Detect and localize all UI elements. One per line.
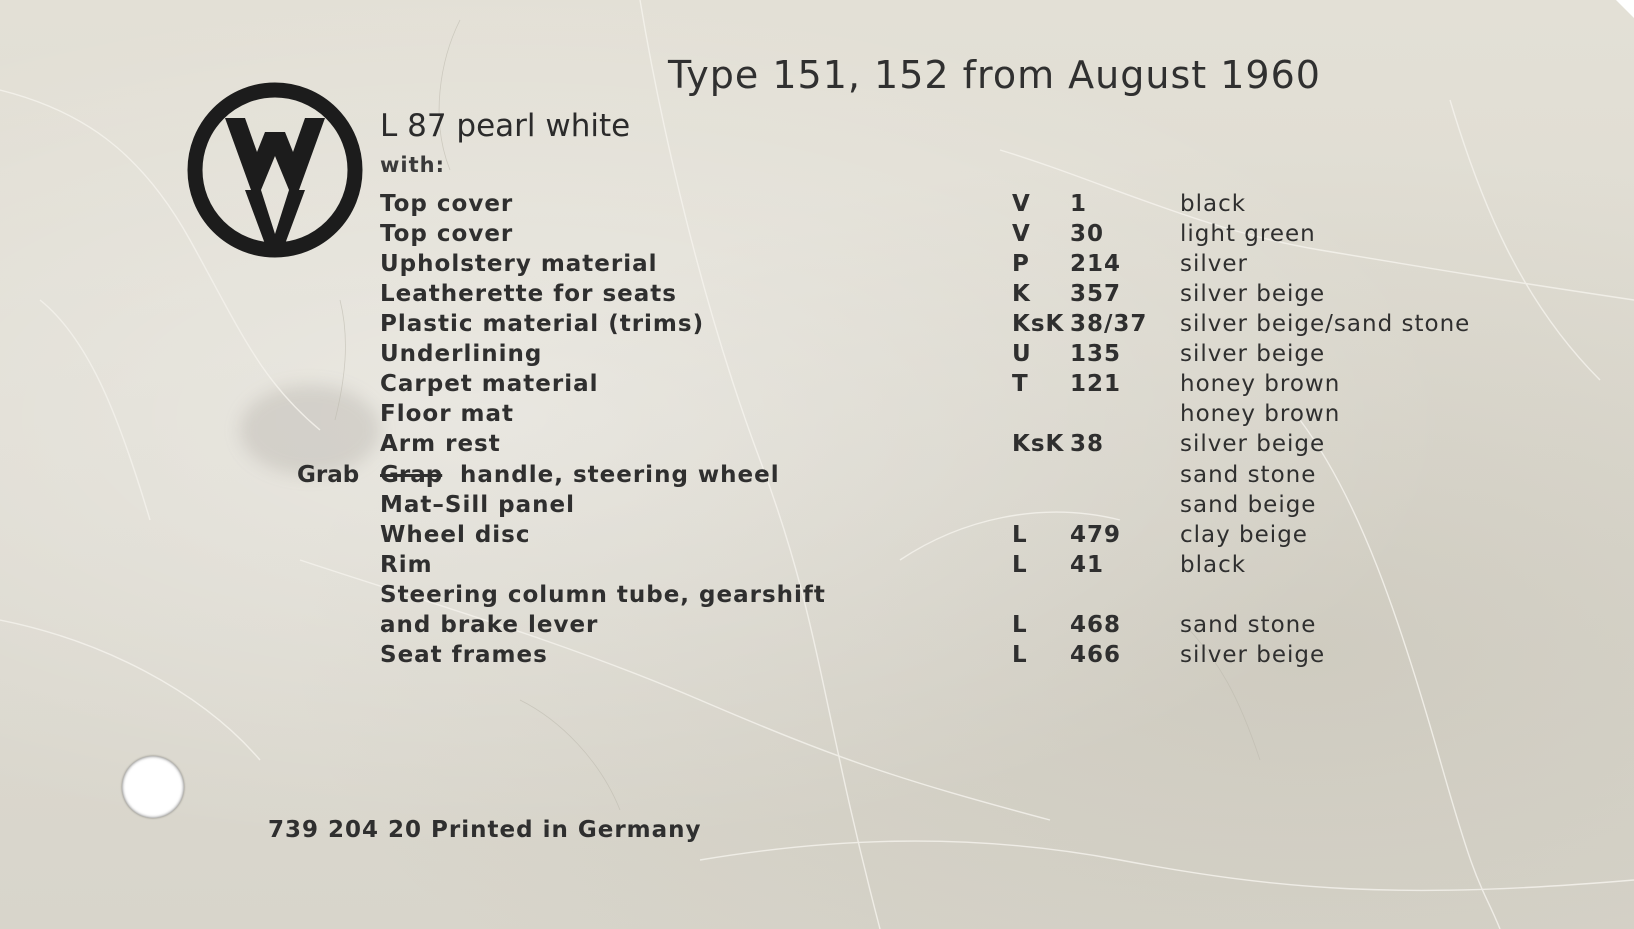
trim-code: L <box>1012 552 1028 578</box>
trim-row <box>380 341 1520 371</box>
trim-color: clay beige <box>1180 522 1308 548</box>
trim-row <box>380 401 1520 431</box>
trim-code: KsK <box>1012 311 1065 337</box>
card-corner <box>1616 0 1634 18</box>
trim-number: 135 <box>1070 341 1122 367</box>
trim-item: Wheel disc <box>380 522 531 548</box>
trim-item: Seat frames <box>380 642 548 668</box>
trim-row <box>380 311 1520 341</box>
struck-word: Grap <box>380 462 443 488</box>
trim-code: L <box>1012 612 1028 638</box>
trim-color: black <box>1180 552 1247 578</box>
trim-number: 357 <box>1070 281 1122 307</box>
trim-color: light green <box>1180 221 1316 247</box>
trim-item: Plastic material (trims) <box>380 311 705 337</box>
trim-row <box>380 582 1520 612</box>
trim-code: L <box>1012 642 1028 668</box>
trim-number: 1 <box>1070 191 1088 217</box>
trim-row <box>380 612 1520 642</box>
trim-code: V <box>1012 191 1031 217</box>
trim-row <box>380 492 1520 522</box>
trim-code: T <box>1012 371 1029 397</box>
trim-color: silver beige <box>1180 642 1326 668</box>
trim-number: 30 <box>1070 221 1105 247</box>
trim-item: Top cover <box>380 191 514 217</box>
trim-row <box>380 642 1520 672</box>
card-title: Type 151, 152 from August 1960 <box>668 53 1321 97</box>
trim-row <box>380 251 1520 281</box>
trim-color: sand stone <box>1180 462 1317 488</box>
trim-color: silver <box>1180 251 1248 277</box>
trim-color: silver beige/sand stone <box>1180 311 1471 337</box>
trim-number: 38/37 <box>1070 311 1148 337</box>
trim-item: and brake lever <box>380 612 599 638</box>
trim-color: sand stone <box>1180 612 1317 638</box>
trim-number: 468 <box>1070 612 1122 638</box>
with-label: with: <box>380 153 445 177</box>
trim-code: U <box>1012 341 1032 367</box>
trim-item: Top cover <box>380 221 514 247</box>
trim-color: black <box>1180 191 1247 217</box>
trim-row <box>380 431 1520 461</box>
trim-row <box>380 281 1520 311</box>
trim-item: Rim <box>380 552 433 578</box>
trim-number: 466 <box>1070 642 1122 668</box>
trim-number: 214 <box>1070 251 1122 277</box>
paint-code: L 87 pearl white <box>380 108 631 144</box>
punch-hole <box>122 756 184 818</box>
trim-number: 38 <box>1070 431 1105 457</box>
trim-row <box>380 371 1520 401</box>
volkswagen-logo-icon <box>185 80 365 260</box>
trim-row <box>460 462 1520 492</box>
trim-color: silver beige <box>1180 281 1326 307</box>
trim-number: 121 <box>1070 371 1122 397</box>
trim-code: KsK <box>1012 431 1065 457</box>
trim-number: 41 <box>1070 552 1105 578</box>
trim-item: Mat–Sill panel <box>380 492 575 518</box>
trim-row <box>380 221 1520 251</box>
trim-item: Steering column tube, gearshift <box>380 582 826 608</box>
trim-item: Upholstery material <box>380 251 658 277</box>
trim-color: sand beige <box>1180 492 1317 518</box>
trim-item: Underlining <box>380 341 543 367</box>
trim-item: Arm rest <box>380 431 501 457</box>
trim-row <box>380 191 1520 221</box>
trim-item: Floor mat <box>380 401 515 427</box>
trim-color: honey brown <box>1180 371 1341 397</box>
trim-code: L <box>1012 522 1028 548</box>
trim-color: silver beige <box>1180 341 1326 367</box>
trim-code: K <box>1012 281 1031 307</box>
grab-correction: Grab <box>297 462 360 488</box>
trim-item: handle, steering wheel <box>460 462 780 488</box>
trim-row <box>380 552 1520 582</box>
print-footer: 739 204 20 Printed in Germany <box>268 817 702 843</box>
trim-color: honey brown <box>1180 401 1341 427</box>
trim-code: V <box>1012 221 1031 247</box>
trim-code: P <box>1012 251 1030 277</box>
trim-item: Leatherette for seats <box>380 281 677 307</box>
trim-item: Carpet material <box>380 371 599 397</box>
trim-number: 479 <box>1070 522 1122 548</box>
trim-row <box>380 522 1520 552</box>
trim-color: silver beige <box>1180 431 1326 457</box>
